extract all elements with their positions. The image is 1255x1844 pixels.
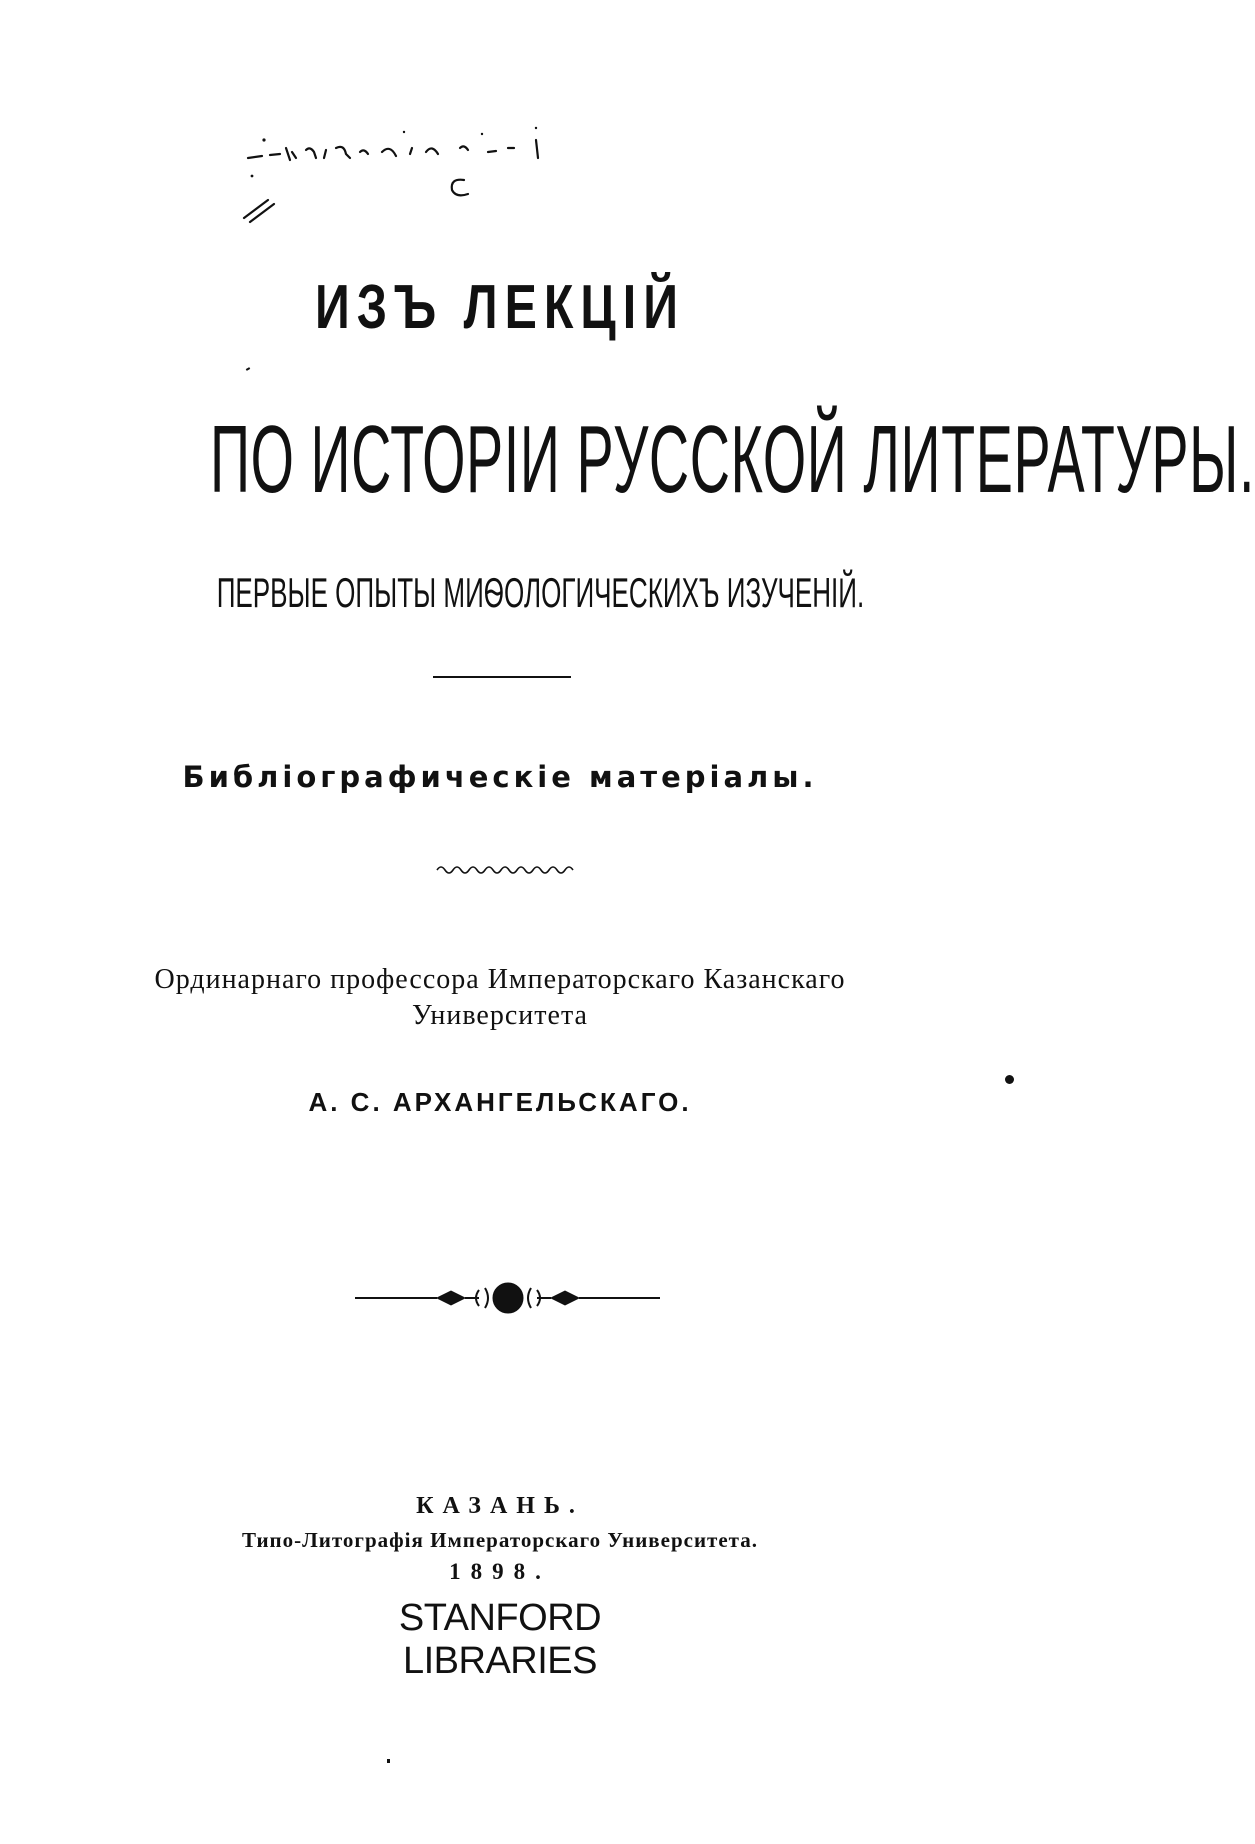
imprint-printer: Типо-Литографія Императорскаго Университета. <box>241 1528 759 1552</box>
author-name: А. С. АРХАНГЕЛЬСКАГО. <box>308 1087 692 1117</box>
heading-small: ИЗЪ ЛЕКЦІЙ <box>315 273 685 342</box>
page-title: ПО ИСТОРІИ РУССКОЙ ЛИТЕРАТУРЫ. <box>210 406 1255 513</box>
imprint-city: КАЗАНЬ. <box>416 1493 584 1519</box>
imprint-year: 1898. <box>449 1559 551 1584</box>
subtitle: ПЕРВЫЕ ОПЫТЫ МИѲОЛОГИЧЕСКИХЪ ИЗУЧЕНІЙ. <box>216 569 865 616</box>
author-affiliation-line-2: Университета <box>412 1000 588 1031</box>
section-heading: Библіографическіе матеріалы. <box>182 760 818 794</box>
author-affiliation-line-1: Ординарнаго профессора Императорскаго Казанскаго <box>154 964 846 995</box>
divider-rule <box>433 676 571 678</box>
ornamental-divider <box>355 1278 660 1318</box>
ink-speck <box>1005 1075 1014 1084</box>
ink-speck <box>387 1759 390 1763</box>
wavy-divider <box>437 864 577 876</box>
ink-speck <box>246 367 250 371</box>
library-stamp-line-2: LIBRARIES <box>402 1640 598 1682</box>
handwritten-annotation <box>240 118 630 228</box>
library-stamp-line-1: STANFORD <box>398 1597 602 1639</box>
